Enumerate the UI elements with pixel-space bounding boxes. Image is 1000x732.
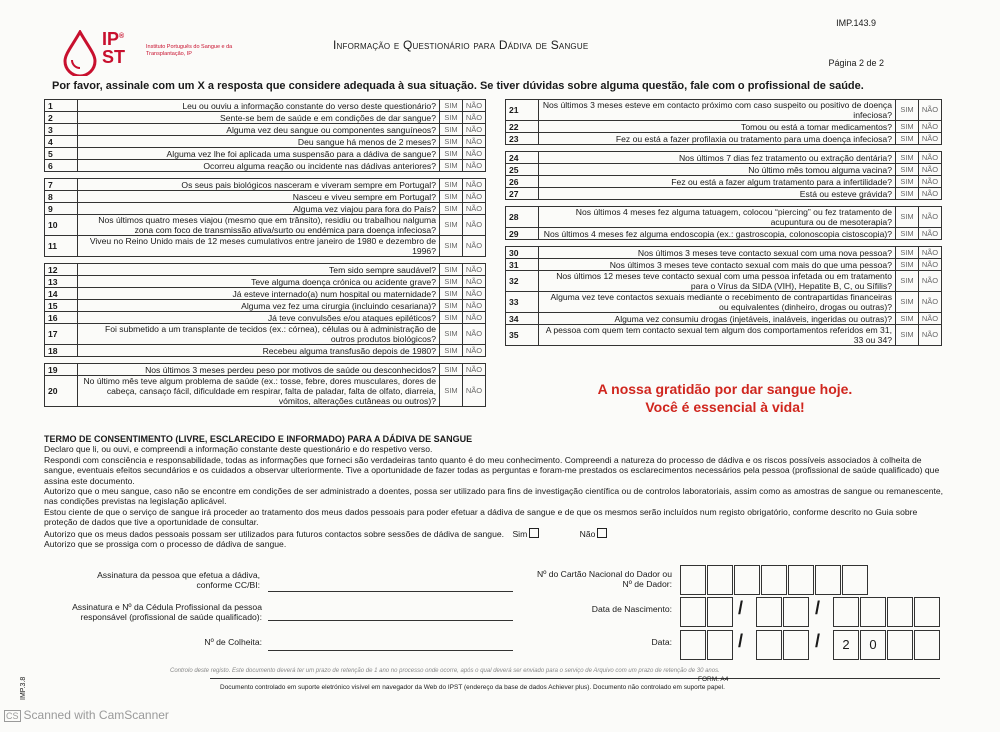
question-text: A pessoa com quem tem contacto sexual tem algum dos comportamentos referidos em 31, 33 ou 34?: [539, 325, 896, 346]
questions-right: [505, 99, 942, 346]
question-number: 21: [506, 100, 539, 121]
question-row: [45, 288, 486, 300]
question-number: 7: [45, 179, 78, 191]
question-number: 12: [45, 264, 78, 276]
professional-signature-line[interactable]: [268, 620, 513, 621]
question-text: Nos últimos 4 meses fez alguma tatuagem, colocou “piercing” ou fez tratamento de acupuntura ou de mesoterapia?: [539, 207, 896, 228]
question-number: 4: [45, 136, 78, 148]
answer-yes-cell[interactable]: SIM: [896, 121, 919, 133]
question-number: 17: [45, 324, 78, 345]
question-text: Nos últimos 4 meses fez alguma endoscopia (ex.: gastroscopia, colonoscopia cistoscopia)?: [539, 228, 896, 240]
answer-yes-cell[interactable]: SIM: [896, 164, 919, 176]
answer-yes-cell[interactable]: SIM: [440, 136, 463, 148]
form-size: FORM. A4: [698, 676, 729, 683]
answer-yes-cell[interactable]: SIM: [440, 112, 463, 124]
question-text: Já esteve internado(a) num hospital ou maternidade?: [78, 288, 440, 300]
answer-yes-cell[interactable]: SIM: [440, 215, 463, 236]
question-text: No último mês teve algum problema de saúde (ex.: tosse, febre, dores musculares, dores de cabeça, cansaço fácil, dificuldade em respirar, falta de paladar, falta de olfato, diarreia, vómitos, alterações cutâneas ou outros)?: [78, 376, 440, 407]
answer-no-cell[interactable]: NÃO: [919, 313, 942, 325]
date-separator: /: [815, 598, 821, 618]
answer-no-cell[interactable]: NÃO: [919, 271, 942, 292]
footer-divider: [210, 678, 940, 679]
birth-month-boxes[interactable]: [756, 597, 810, 627]
contact-consent-row: Autorizo que os meus dados pessoais possam ser utilizados para futuros contactos sobre sessões de dádiva de sangue. Sim Não: [44, 528, 949, 539]
answer-no-cell[interactable]: NÃO: [463, 100, 486, 112]
question-row: [45, 191, 486, 203]
answer-yes-cell[interactable]: SIM: [896, 271, 919, 292]
question-row: [506, 176, 942, 188]
retention-note: Controlo deste registo. Este documento deverá ter um prazo de retenção de 1 ano no processo onde ocorre, após o qual deverá ser enviado para o serviço de Arquivo com um prazo de retenção de 30 anos.: [170, 668, 720, 674]
question-row: [45, 276, 486, 288]
control-note: Documento controlado em suporte eletrónico visível em navegador da Web do IPST (endereço da base de dados Achiever plus). Documento não controlado em suporte papel.: [220, 684, 725, 691]
question-text: Já teve convulsões e/ou ataques epiléticos?: [78, 312, 440, 324]
answer-no-cell[interactable]: NÃO: [919, 100, 942, 121]
question-row: [45, 203, 486, 215]
blood-drop-logo-icon: [62, 30, 98, 76]
question-text: Ocorreu alguma reação ou incidente nas dádivas anteriores?: [78, 160, 440, 172]
answer-yes-cell[interactable]: SIM: [440, 236, 463, 257]
question-number: 27: [506, 188, 539, 200]
question-text: Fez ou está a fazer algum tratamento para a infertilidade?: [539, 176, 896, 188]
question-text: Alguma vez deu sangue ou componentes sanguíneos?: [78, 124, 440, 136]
question-number: 5: [45, 148, 78, 160]
question-text: Alguma vez consumiu drogas (injetáveis, inaláveis, ingeridas ou outras)?: [539, 313, 896, 325]
question-text: Nos últimos 7 dias fez tratamento ou extração dentária?: [539, 152, 896, 164]
question-number: 8: [45, 191, 78, 203]
question-number: 19: [45, 364, 78, 376]
institute-name: Instituto Português do Sangue e da Transplantação, IP: [146, 44, 233, 57]
question-row: [506, 188, 942, 200]
page-title: Informação e Questionário para Dádiva de Sangue: [333, 38, 589, 52]
answer-yes-cell[interactable]: SIM: [440, 300, 463, 312]
answer-yes-cell[interactable]: SIM: [896, 207, 919, 228]
question-number: 31: [506, 259, 539, 271]
answer-no-cell[interactable]: NÃO: [463, 376, 486, 407]
answer-no-cell[interactable]: NÃO: [919, 188, 942, 200]
answer-yes-cell[interactable]: SIM: [440, 148, 463, 160]
question-text: Viveu no Reino Unido mais de 12 meses cumulativos entre janeiro de 1980 e dezembro de 1996?: [78, 236, 440, 257]
answer-no-cell[interactable]: NÃO: [919, 207, 942, 228]
question-number: 30: [506, 247, 539, 259]
answer-no-cell[interactable]: NÃO: [463, 312, 486, 324]
thanks-message: A nossa gratidão por dar sangue hoje. Você é essencial à vida!: [597, 381, 853, 415]
contact-yes-checkbox[interactable]: [529, 528, 539, 538]
question-text: Nos últimos 12 meses teve contacto sexual com uma pessoa infetada ou em tratamento para o Vírus da SIDA (VIH), Hepatite B, C, ou Sífilis?: [539, 271, 896, 292]
answer-no-cell[interactable]: NÃO: [919, 228, 942, 240]
answer-yes-cell[interactable]: SIM: [440, 191, 463, 203]
answer-yes-cell[interactable]: SIM: [896, 228, 919, 240]
birth-date-label: Data de Nascimento:: [591, 604, 672, 614]
answer-yes-cell[interactable]: SIM: [440, 324, 463, 345]
answer-no-cell[interactable]: NÃO: [463, 300, 486, 312]
date-separator: /: [738, 598, 744, 618]
question-row: [45, 100, 486, 112]
answer-no-cell[interactable]: NÃO: [463, 148, 486, 160]
answer-yes-cell[interactable]: SIM: [440, 100, 463, 112]
question-row: [506, 292, 942, 313]
question-text: Nos últimos 3 meses teve contacto sexual com mais do que uma pessoa?: [539, 259, 896, 271]
answer-yes-cell[interactable]: SIM: [440, 376, 463, 407]
answer-yes-cell[interactable]: SIM: [440, 276, 463, 288]
question-text: Nos últimos 3 meses esteve em contacto próximo com caso suspeito ou positivo de doença infeciosa?: [539, 100, 896, 121]
question-row: [45, 324, 486, 345]
answer-no-cell[interactable]: NÃO: [919, 292, 942, 313]
question-text: Alguma vez lhe foi aplicada uma suspensão para a dádiva de sangue?: [78, 148, 440, 160]
question-number: 22: [506, 121, 539, 133]
question-number: 6: [45, 160, 78, 172]
side-code: IMP.3.8: [20, 676, 27, 700]
question-number: 35: [506, 325, 539, 346]
consent-paragraph: Respondi com consciência e responsabilidade, todas as informações que forneci são verdadeiras tanto quanto é do meu conhecimento. Compreendi a natureza do processo de dádiva e os riscos possíveis associados à colheita de sangue, eventuais efeitos secundários e os cuidados a observar ulteriormente. Tive a oportunidade de fazer todas as perguntas e foram-me prestados os esclarecimentos necessários pela pessoa (profissional de saúde qualificado) que assina este documento.: [44, 454, 940, 486]
question-row: [45, 300, 486, 312]
questions-left: [44, 99, 486, 407]
answer-no-cell[interactable]: NÃO: [919, 247, 942, 259]
question-row: [506, 100, 942, 121]
professional-signature-label: Assinatura e Nº da Cédula Profissional da pessoa responsável (profissional de saúde qualificado):: [72, 602, 262, 622]
question-text: Está ou esteve grávida?: [539, 188, 896, 200]
question-row: [506, 313, 942, 325]
question-row: [506, 259, 942, 271]
question-row: [45, 215, 486, 236]
consent-paragraph: Declaro que li, ou ouvi, e compreendi a informação constante deste questionário e do respetivo verso.: [44, 444, 433, 455]
question-text: Recebeu alguma transfusão depois de 1980?: [78, 345, 440, 357]
question-number: 11: [45, 236, 78, 257]
question-number: 16: [45, 312, 78, 324]
question-number: 13: [45, 276, 78, 288]
question-row: [45, 112, 486, 124]
question-number: 18: [45, 345, 78, 357]
question-number: 26: [506, 176, 539, 188]
question-text: Os seus pais biológicos nasceram e viveram sempre em Portugal?: [78, 179, 440, 191]
question-number: 33: [506, 292, 539, 313]
collection-number-line[interactable]: [268, 650, 513, 651]
answer-no-cell[interactable]: NÃO: [919, 176, 942, 188]
question-row: [45, 376, 486, 407]
answer-yes-cell[interactable]: SIM: [440, 288, 463, 300]
question-text: Nos últimos quatro meses viajou (mesmo que em trânsito), residiu ou trabalhou nalguma zona com foco de transmissão ativa/surto ou endémica para doença infeciosa?: [78, 215, 440, 236]
question-row: [506, 121, 942, 133]
question-text: Sente-se bem de saúde e em condições de dar sangue?: [78, 112, 440, 124]
answer-no-cell[interactable]: NÃO: [463, 264, 486, 276]
question-row: [45, 345, 486, 357]
answer-no-cell[interactable]: NÃO: [919, 164, 942, 176]
donor-card-label: Nº do Cartão Nacional do Dador ou Nº de Dador:: [537, 569, 672, 589]
question-row: [506, 325, 942, 346]
question-text: Foi submetido a um transplante de tecidos (ex.: córnea), células ou à administração de outros produtos biológicos?: [78, 324, 440, 345]
answer-no-cell[interactable]: NÃO: [463, 215, 486, 236]
answer-yes-cell[interactable]: SIM: [896, 188, 919, 200]
answer-yes-cell[interactable]: SIM: [440, 345, 463, 357]
consent-paragraph: Autorizo que o meu sangue, caso não se encontre em condições de ser administrado a doentes, possa ser utilizado para fins de investigação científica ou de controlos laboratoriais, assim como as amostras de sangue ou remanescente, nas condições previstas na legislação aplicável.: [44, 486, 944, 507]
page-number: Página 2 de 2: [828, 58, 884, 68]
logo-text: IP® ST: [102, 29, 126, 67]
answer-yes-cell[interactable]: SIM: [896, 133, 919, 145]
consent-section: [44, 434, 949, 549]
question-row: [506, 133, 942, 145]
consent-heading: TERMO DE CONSENTIMENTO (LIVRE, ESCLARECIDO E INFORMADO) PARA A DÁDIVA DE SANGUE: [44, 434, 473, 444]
question-row: [45, 160, 486, 172]
collection-number-label: Nº de Colheita:: [204, 637, 262, 647]
question-text: Alguma vez teve contactos sexuais mediante o recebimento de contrapartidas financeiras ou equivalentes (dinheiro, drogas ou outras)?: [539, 292, 896, 313]
answer-yes-cell[interactable]: SIM: [896, 100, 919, 121]
answer-no-cell[interactable]: NÃO: [919, 259, 942, 271]
question-row: [45, 364, 486, 376]
answer-no-cell[interactable]: NÃO: [919, 325, 942, 346]
birth-day-boxes[interactable]: [680, 597, 734, 627]
date-separator: /: [815, 631, 821, 651]
question-row: [45, 264, 486, 276]
question-text: Nos últimos 3 meses perdeu peso por motivos de saúde ou desconhecidos?: [78, 364, 440, 376]
answer-yes-cell[interactable]: SIM: [440, 179, 463, 191]
question-row: [506, 271, 942, 292]
answer-yes-cell[interactable]: SIM: [440, 312, 463, 324]
answer-no-cell[interactable]: NÃO: [919, 133, 942, 145]
question-text: Teve alguma doença crónica ou acidente grave?: [78, 276, 440, 288]
answer-no-cell[interactable]: NÃO: [463, 191, 486, 203]
question-text: Alguma vez viajou para fora do País?: [78, 203, 440, 215]
date-month-boxes[interactable]: [756, 630, 810, 660]
donor-card-boxes[interactable]: [680, 565, 869, 595]
answer-yes-cell[interactable]: SIM: [896, 152, 919, 164]
question-number: 24: [506, 152, 539, 164]
question-number: 28: [506, 207, 539, 228]
answer-yes-cell[interactable]: SIM: [440, 124, 463, 136]
answer-no-cell[interactable]: NÃO: [919, 121, 942, 133]
answer-no-cell[interactable]: NÃO: [463, 124, 486, 136]
question-text: Tem sido sempre saudável?: [78, 264, 440, 276]
question-number: 23: [506, 133, 539, 145]
answer-yes-cell[interactable]: SIM: [440, 264, 463, 276]
answer-no-cell[interactable]: NÃO: [463, 345, 486, 357]
date-day-boxes[interactable]: [680, 630, 734, 660]
question-row: [506, 228, 942, 240]
donor-signature-label: Assinatura da pessoa que efetua a dádiva, conforme CC/BI:: [97, 570, 260, 590]
consent-paragraph: Estou ciente de que o serviço de sangue irá proceder ao tratamento dos meus dados pessoais para poder efetuar a dádiva de sangue e de que os mesmos serão incluídos num registo obrigatório, conforme descrito no Guia sobre proteção de dados que tive a oportunidade de consultar.: [44, 506, 918, 528]
answer-no-cell[interactable]: NÃO: [463, 203, 486, 215]
question-number: 9: [45, 203, 78, 215]
question-number: 10: [45, 215, 78, 236]
question-number: 34: [506, 313, 539, 325]
date-year-boxes[interactable]: [833, 630, 941, 660]
answer-yes-cell[interactable]: SIM: [440, 203, 463, 215]
question-row: [45, 236, 486, 257]
question-row: [45, 148, 486, 160]
answer-no-cell[interactable]: NÃO: [463, 179, 486, 191]
question-text: Fez ou está a fazer profilaxia ou tratamento para uma doença infeciosa?: [539, 133, 896, 145]
question-number: 29: [506, 228, 539, 240]
year-digit: 2: [833, 630, 859, 660]
answer-no-cell[interactable]: NÃO: [463, 288, 486, 300]
question-row: [45, 136, 486, 148]
answer-no-cell[interactable]: NÃO: [463, 136, 486, 148]
answer-yes-cell[interactable]: SIM: [440, 364, 463, 376]
contact-no-checkbox[interactable]: [597, 528, 607, 538]
question-row: [45, 124, 486, 136]
question-text: Leu ou ouviu a informação constante do verso deste questionário?: [78, 100, 440, 112]
question-text: Nos últimos 3 meses teve contacto sexual com uma nova pessoa?: [539, 247, 896, 259]
consent-paragraph: Autorizo que se prossiga com o processo de dádiva de sangue.: [44, 539, 287, 550]
question-number: 25: [506, 164, 539, 176]
question-text: Nasceu e viveu sempre em Portugal?: [78, 191, 440, 203]
question-text: Alguma vez fez uma cirurgia (incluindo cesariana)?: [78, 300, 440, 312]
question-text: Tomou ou está a tomar medicamentos?: [539, 121, 896, 133]
question-text: No último mês tomou alguma vacina?: [539, 164, 896, 176]
date-label: Data:: [651, 637, 672, 647]
question-row: [506, 207, 942, 228]
answer-no-cell[interactable]: NÃO: [463, 236, 486, 257]
answer-no-cell[interactable]: NÃO: [463, 160, 486, 172]
document-code: IMP.143.9: [836, 18, 876, 28]
answer-yes-cell[interactable]: SIM: [896, 325, 919, 346]
answer-no-cell[interactable]: NÃO: [463, 112, 486, 124]
answer-no-cell[interactable]: NÃO: [463, 276, 486, 288]
question-number: 3: [45, 124, 78, 136]
question-number: 32: [506, 271, 539, 292]
question-number: 1: [45, 100, 78, 112]
question-number: 14: [45, 288, 78, 300]
answer-no-cell[interactable]: NÃO: [919, 152, 942, 164]
answer-yes-cell[interactable]: SIM: [896, 259, 919, 271]
question-row: [506, 152, 942, 164]
year-digit: 0: [860, 630, 886, 660]
question-row: [45, 312, 486, 324]
answer-yes-cell[interactable]: SIM: [896, 292, 919, 313]
question-number: 15: [45, 300, 78, 312]
question-number: 2: [45, 112, 78, 124]
question-row: [506, 164, 942, 176]
camscanner-watermark: CS Scanned with CamScanner: [6, 708, 169, 722]
question-text: Deu sangue há menos de 2 meses?: [78, 136, 440, 148]
date-separator: /: [738, 631, 744, 651]
answer-yes-cell[interactable]: SIM: [440, 160, 463, 172]
question-row: [506, 247, 942, 259]
donor-signature-line[interactable]: [268, 591, 513, 592]
instructions: Por favor, assinale com um X a resposta que considere adequada à sua situação. Se tiver dúvidas sobre alguma questão, fale com o profissional de saúde.: [52, 80, 864, 92]
answer-yes-cell[interactable]: SIM: [896, 313, 919, 325]
answer-yes-cell[interactable]: SIM: [896, 176, 919, 188]
answer-no-cell[interactable]: NÃO: [463, 364, 486, 376]
question-number: 20: [45, 376, 78, 407]
birth-year-boxes[interactable]: [833, 597, 941, 627]
question-row: [45, 179, 486, 191]
ipst-logo: [62, 24, 233, 84]
answer-no-cell[interactable]: NÃO: [463, 324, 486, 345]
answer-yes-cell[interactable]: SIM: [896, 247, 919, 259]
